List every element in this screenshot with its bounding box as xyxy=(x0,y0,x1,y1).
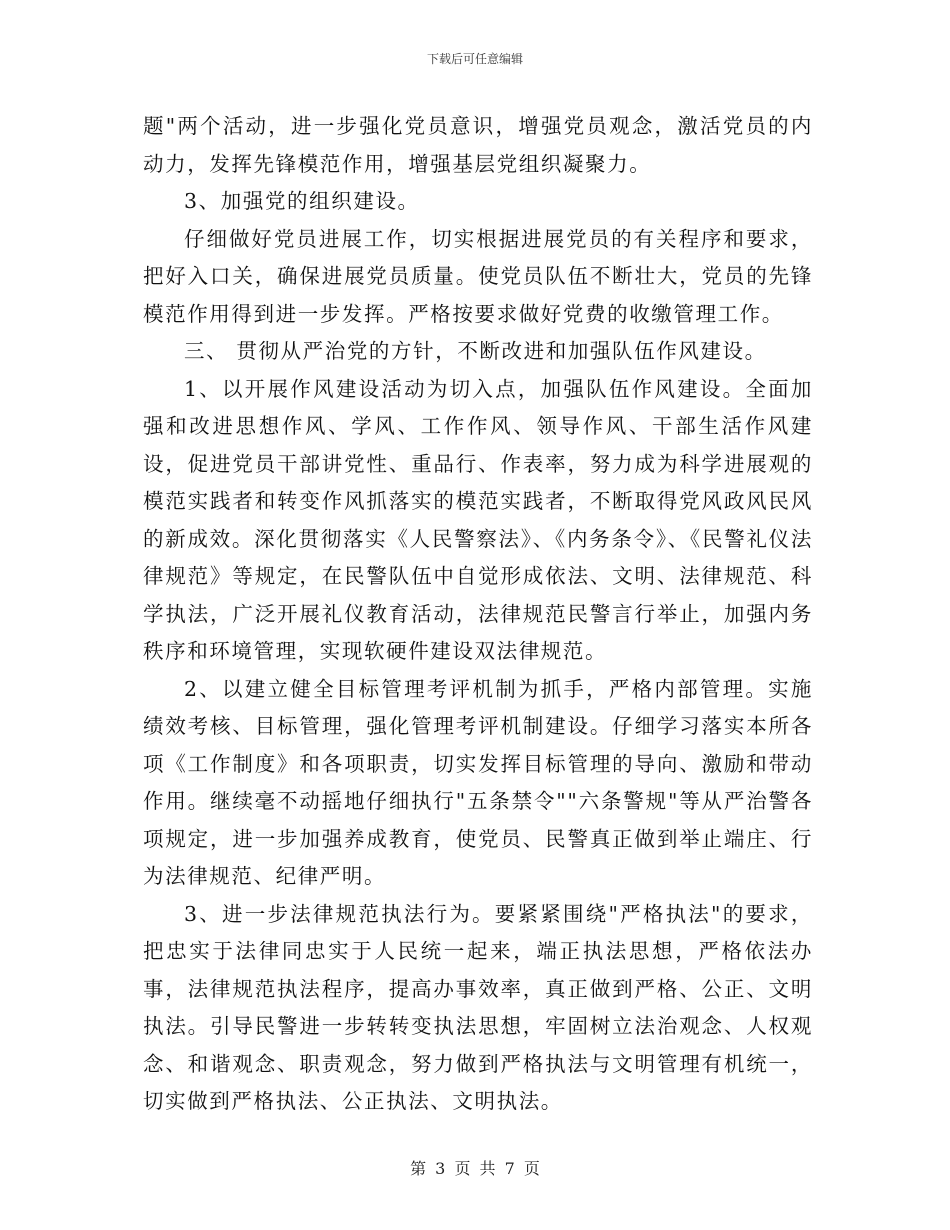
paragraph-work-style: 1、以开展作风建设活动为切入点，加强队伍作风建设。全面加强和改进思想作风、学风、工作作风、领导作风、干部生活作风建设，促进党员干部讲党性、重品行、作表率，努力成为科学进展观的模范实践者和转变作风抓落实的模范实践者，不断取得党风政风民风的新成效。深化贯彻落实《人民警察法》、《内务条令》、《民警礼仪法律规范》等规定，在民警队伍中自觉形成依法、文明、法律规范、科学执法，广泛开展礼仪教育活动，法律规范民警言行举止，加强内务秩序和环境管理，实现软硬件建设双法律规范。 xyxy=(143,376,813,663)
paragraph-heading-organization: 3、加强党的组织建设。 xyxy=(184,189,420,213)
paragraph-target-management: 2、以建立健全目标管理考评机制为抓手，严格内部管理。实施绩效考核、目标管理，强化管理考评机制建设。仔细学习落实本所各项《工作制度》和各项职责，切实发挥目标管理的导向、激励和带动作用。继续毫不动摇地仔细执行"五条禁令""六条警规"等从严治警各项规定，进一步加强养成教育，使党员、民警真正做到举止端庄、行为法律规范、纪律严明。 xyxy=(143,676,813,888)
page-footer: 第 3 页 共 7 页 xyxy=(410,1159,540,1178)
document-body xyxy=(143,108,813,1121)
paragraph-party-member-development: 仔细做好党员进展工作，切实根据进展党员的有关程序和要求，把好入口关，确保进展党员质量。使党员队伍不断壮大，党员的先锋模范作用得到进一步发挥。严格按要求做好党费的收缴管理工作。 xyxy=(143,226,813,326)
section-heading-three: 三、 贯彻从严治党的方针，不断改进和加强队伍作风建设。 xyxy=(184,339,767,363)
page-header: 下载后可任意编辑 xyxy=(426,52,523,66)
paragraph-law-enforcement: 3、进一步法律规范执法行为。要紧紧围绕"严格执法"的要求，把忠实于法律同忠实于人民统一起来，端正执法思想，严格依法办事，法律规范执法程序，提高办事效率，真正做到严格、公正、文明执法。引导民警进一步转转变执法思想，牢固树立法治观念、人权观念、和谐观念、职责观念，努力做到严格执法与文明管理有机统一，切实做到严格执法、公正执法、文明执法。 xyxy=(143,901,813,1113)
paragraph-continuation: 题"两个活动，进一步强化党员意识，增强党员观念，激活党员的内动力，发挥先锋模范作用，增强基层党组织凝聚力。 xyxy=(143,114,813,176)
